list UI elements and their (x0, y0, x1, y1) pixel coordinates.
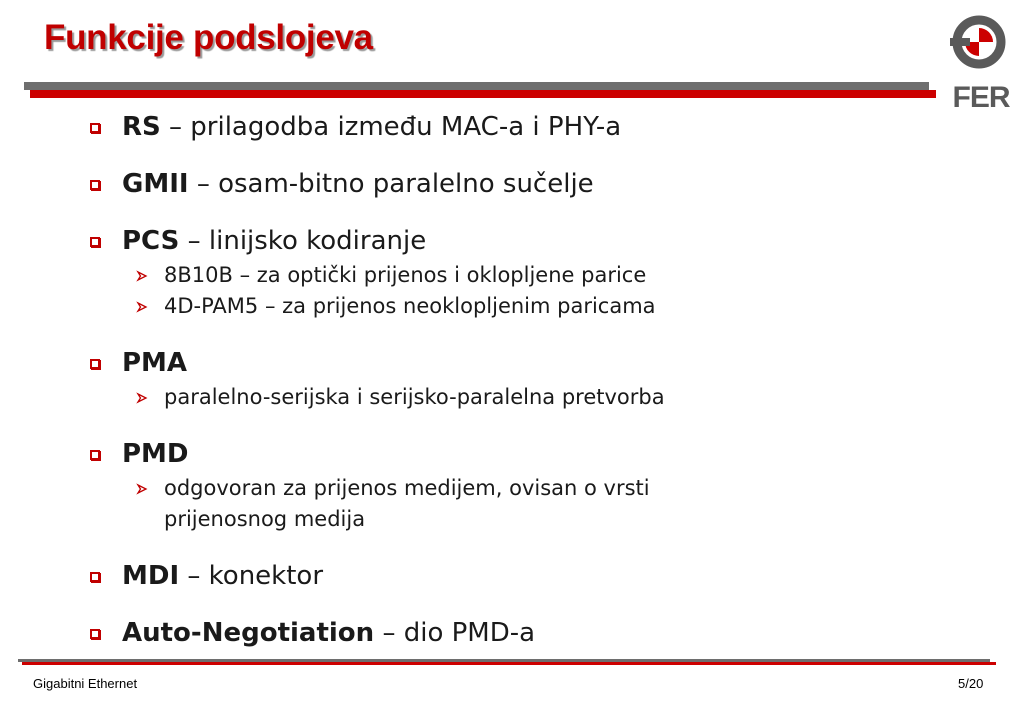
fer-logo-text: FER (952, 81, 1010, 110)
bullet-mdi (84, 557, 944, 595)
bullet-pmd (84, 435, 944, 473)
bullet-term: PMA (122, 348, 188, 378)
arrowhead-bullet-icon (136, 301, 148, 313)
bullet-description: – osam-bitno paralelno sučelje (188, 169, 594, 199)
footer-page-number: 5/20 (958, 676, 984, 691)
arrowhead-bullet-icon (136, 270, 148, 282)
square-bullet-icon (90, 450, 100, 460)
footer-presentation-title: Gigabitni Ethernet (33, 676, 138, 691)
bullet-list (84, 108, 944, 652)
sub-bullet-8b10b (84, 260, 944, 291)
bullet-term: MDI (122, 561, 180, 591)
bullet-gmii (84, 165, 944, 203)
bullet-term: PCS (122, 226, 180, 256)
sub-bullet-text-continued: prijenosnog medija (164, 507, 366, 531)
bullet-pma (84, 344, 944, 382)
bullet-rs (84, 108, 944, 146)
square-bullet-icon (90, 237, 100, 247)
square-bullet-icon (90, 180, 100, 190)
bullet-term: PMD (122, 439, 189, 469)
sub-bullet-text: 4D-PAM5 – za prijenos neoklopljenim paricama (164, 294, 656, 318)
square-bullet-icon (90, 359, 100, 369)
bullet-auto-negotiation (84, 614, 944, 652)
bullet-description: – linijsko kodiranje (179, 226, 427, 256)
fer-logo (945, 10, 1017, 110)
square-bullet-icon (90, 572, 100, 582)
sub-bullet-text: paralelno-serijska i serijsko-paralelna pretvorba (164, 385, 665, 409)
slide-title: Funkcije podslojeva (44, 18, 373, 57)
bullet-description: – konektor (179, 561, 324, 591)
sub-bullet-4d-pam5 (84, 291, 944, 322)
footer-divider-red (22, 662, 996, 665)
arrowhead-bullet-icon (136, 392, 148, 404)
square-bullet-icon (90, 123, 100, 133)
title-divider-gray (24, 82, 929, 90)
sub-bullet-pma (84, 382, 944, 413)
bullet-description: – dio PMD-a (374, 618, 536, 648)
sub-bullet-text: odgovoran za prijenos medijem, ovisan o vrsti (164, 476, 650, 500)
arrowhead-bullet-icon (136, 483, 148, 495)
bullet-pcs (84, 222, 944, 260)
bullet-term: Auto-Negotiation (122, 618, 375, 648)
bullet-term: RS (122, 112, 161, 142)
sub-bullet-pmd (84, 473, 944, 535)
bullet-description: – prilagodba između MAC-a i PHY-a (160, 112, 622, 142)
sub-bullet-text: 8B10B – za optički prijenos i oklopljene parice (164, 263, 647, 287)
title-divider-red (30, 90, 936, 98)
bullet-term: GMII (122, 169, 189, 199)
square-bullet-icon (90, 629, 100, 639)
